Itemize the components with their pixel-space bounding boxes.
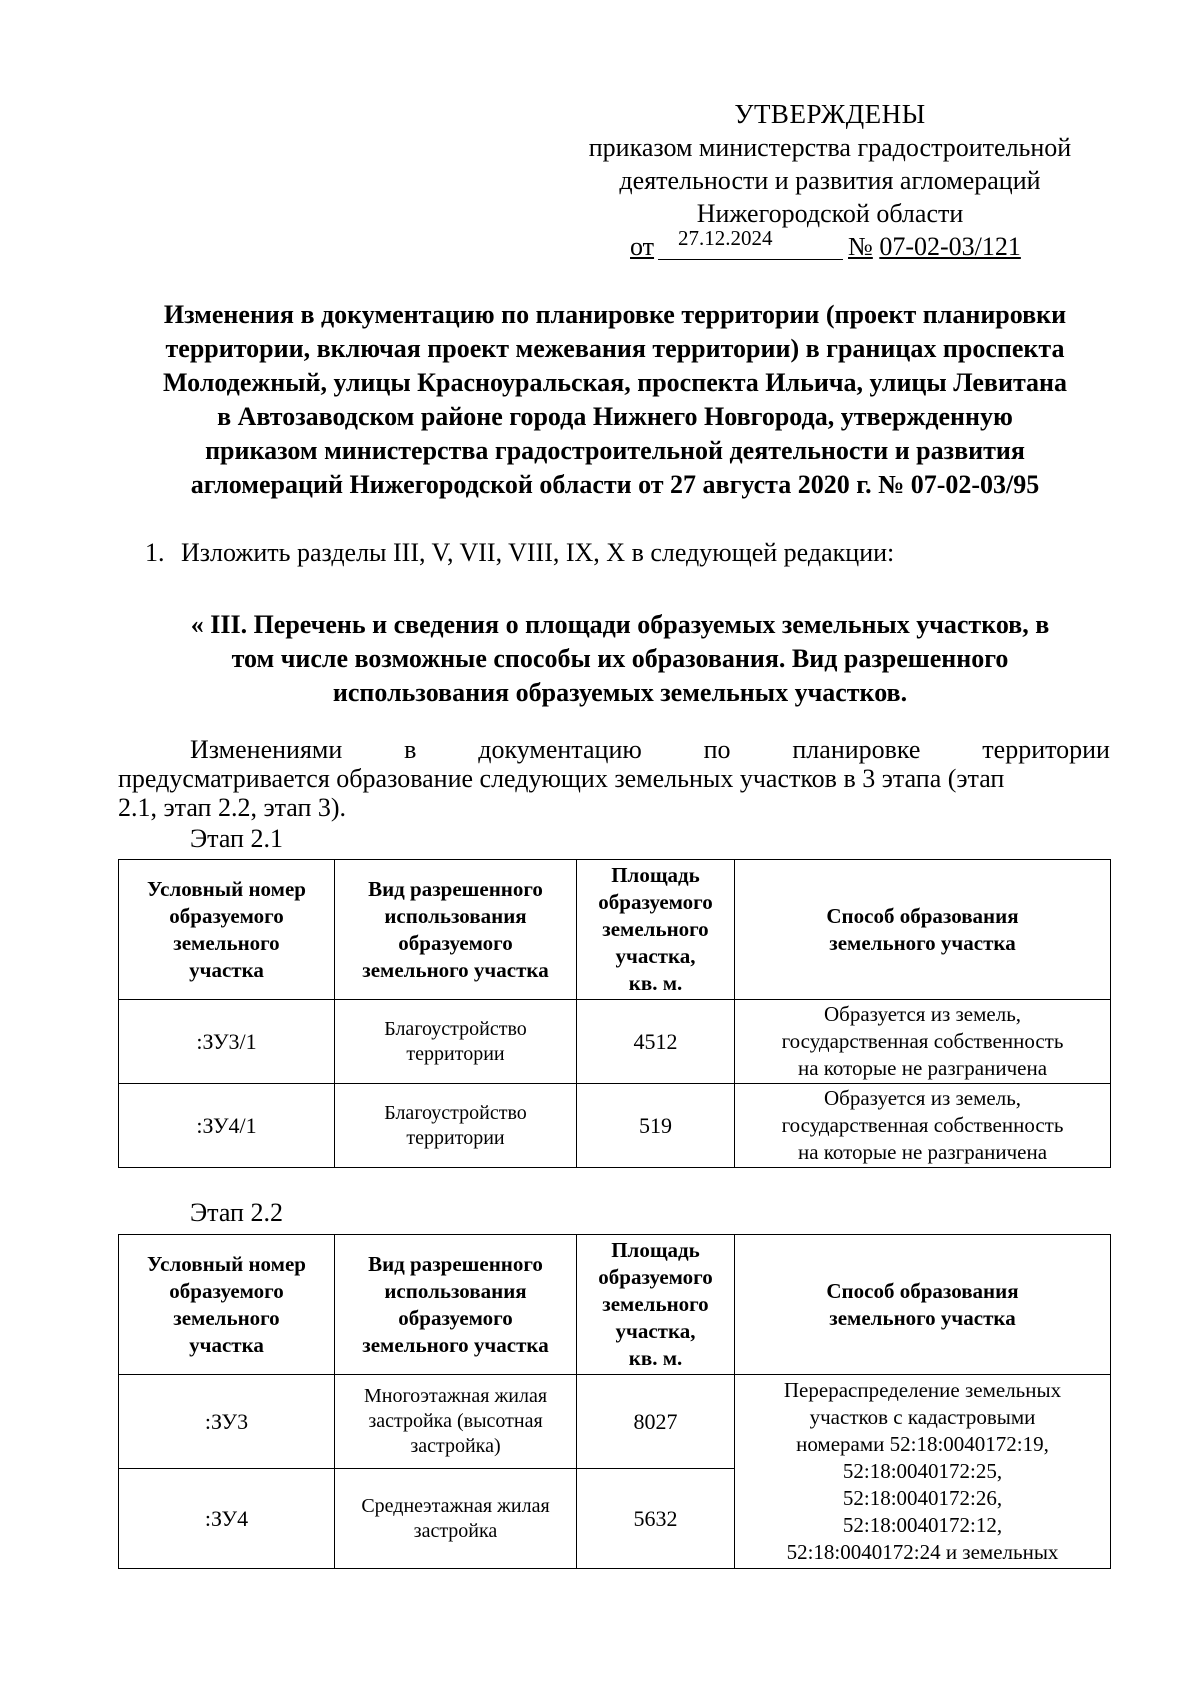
cell-text-line: Многоэтажная жилая bbox=[363, 1385, 548, 1407]
cell-text-line: территории bbox=[406, 1042, 505, 1065]
paragraph-word: в bbox=[404, 735, 417, 764]
section-heading-line: том числе возможные способы их образования. Вид разрешенного bbox=[231, 644, 1009, 673]
cell-text-line: земельного bbox=[173, 930, 280, 955]
order-number-sign: № bbox=[848, 232, 873, 261]
cell-text-line: земельного bbox=[602, 1292, 709, 1316]
cell-text-line: Вид разрешенного bbox=[368, 1251, 543, 1276]
cell-text-line: 52:18:0040172:26, bbox=[842, 1486, 1003, 1510]
cell-text-line: Площадь bbox=[611, 863, 700, 887]
approval-block bbox=[540, 98, 1120, 263]
main-heading-line: агломераций Нижегородской области от 27 августа 2020 г. № 07-02-03/95 bbox=[190, 470, 1040, 499]
cell-text-line: 52:18:0040172:25, bbox=[842, 1459, 1003, 1483]
cell-text-line: застройка bbox=[413, 1519, 498, 1542]
paragraph-word: Изменениями bbox=[190, 735, 343, 764]
cell-parcel-id: :ЗУ4/1 bbox=[119, 1084, 335, 1168]
stage-2-2-table bbox=[118, 1234, 1111, 1569]
cell-text-line: образуемого bbox=[169, 1278, 284, 1303]
main-heading bbox=[100, 298, 1130, 502]
paragraph-line-3: 2.1, этап 2.2, этап 3). bbox=[118, 793, 347, 822]
cell-text-line: земельного участка bbox=[362, 957, 549, 982]
cell-text-line: Перераспределение земельных bbox=[783, 1378, 1062, 1402]
cell-text-line: на которые не разграничена bbox=[797, 1140, 1048, 1164]
paragraph-line-2: предусматривается образование следующих земельных участков в 3 этапа (этап bbox=[118, 764, 1005, 793]
cell-text-line: Площадь bbox=[611, 1238, 700, 1262]
cell-text-line: участка bbox=[189, 1332, 264, 1357]
order-date: 27.12.2024 bbox=[678, 226, 773, 250]
cell-text-line: застройка (высотная bbox=[368, 1410, 543, 1432]
approval-title: УТВЕРЖДЕНЫ bbox=[734, 99, 926, 129]
list-item-number: 1. bbox=[145, 538, 165, 567]
cell-text-line: Среднеэтажная жилая bbox=[361, 1494, 550, 1517]
cell-text-line: Образуется из земель, bbox=[823, 1002, 1022, 1026]
intro-paragraph bbox=[118, 735, 1110, 822]
stage-2-2-label: Этап 2.2 bbox=[190, 1198, 283, 1227]
order-line bbox=[540, 226, 1120, 263]
cell-parcel-id: :ЗУ3 bbox=[119, 1375, 335, 1469]
cell-text-line: кв. м. bbox=[628, 971, 683, 995]
cell-text-line: номерами 52:18:0040172:19, bbox=[796, 1432, 1049, 1456]
cell-permitted-use bbox=[335, 1469, 577, 1569]
section-heading-line: использования образуемых земельных участков. bbox=[332, 678, 908, 707]
stage-2-1-label: Этап 2.1 bbox=[190, 824, 283, 853]
list-item-text: Изложить разделы III, V, VII, VIII, IX, X в следующей редакции: bbox=[181, 538, 895, 567]
section-heading bbox=[140, 608, 1100, 710]
cell-text-line: образуемого bbox=[598, 890, 713, 914]
cell-text-line: участка, bbox=[615, 944, 696, 968]
table-row bbox=[119, 1375, 1111, 1469]
cell-text-line: земельного участка bbox=[829, 1305, 1016, 1330]
order-number-wrap bbox=[848, 230, 1021, 263]
cell-permitted-use bbox=[335, 1375, 577, 1469]
cell-text-line: Условный номер bbox=[147, 876, 306, 901]
main-heading-line: Молодежный, улицы Красноуральская, проспекта Ильича, улицы Левитана bbox=[162, 368, 1068, 397]
header-permitted-use bbox=[335, 1235, 577, 1375]
paragraph-word: территории bbox=[982, 735, 1110, 764]
table-header-row bbox=[119, 1235, 1111, 1375]
cell-text-line: кв. м. bbox=[628, 1346, 683, 1370]
cell-text-line: 52:18:0040172:12, bbox=[842, 1513, 1003, 1537]
cell-text-line: земельного участка bbox=[362, 1332, 549, 1357]
order-date-underline bbox=[658, 259, 843, 260]
header-area bbox=[577, 1235, 735, 1375]
main-heading-line: территории, включая проект межевания территории) в границах проспекта bbox=[165, 334, 1065, 363]
cell-text-line: земельного bbox=[173, 1305, 280, 1330]
table-row bbox=[119, 1084, 1111, 1168]
cell-text-line: Способ образования bbox=[826, 1278, 1019, 1303]
order-number: 07-02-03/121 bbox=[879, 232, 1021, 261]
table-row bbox=[119, 1000, 1111, 1084]
cell-parcel-id: :ЗУ3/1 bbox=[119, 1000, 335, 1084]
header-formation-method bbox=[735, 1235, 1111, 1375]
cell-formation-method bbox=[735, 1084, 1111, 1168]
cell-text-line: участка, bbox=[615, 1319, 696, 1343]
cell-text-line: Условный номер bbox=[147, 1251, 306, 1276]
cell-text-line: государственная собственность bbox=[781, 1113, 1064, 1137]
header-parcel-number bbox=[119, 1235, 335, 1375]
paragraph-word: планировке bbox=[792, 735, 921, 764]
main-heading-line: в Автозаводском районе города Нижнего Новгорода, утвержденную bbox=[217, 402, 1013, 431]
cell-formation-method bbox=[735, 1000, 1111, 1084]
cell-area: 5632 bbox=[577, 1469, 735, 1569]
cell-text-line: Образуется из земель, bbox=[823, 1086, 1022, 1110]
table-header-row bbox=[119, 860, 1111, 1000]
approval-line-2: деятельности и развития агломераций bbox=[619, 166, 1041, 195]
paragraph-word: документацию bbox=[478, 735, 642, 764]
order-from-label: от bbox=[630, 232, 655, 261]
header-parcel-number bbox=[119, 860, 335, 1000]
cell-area: 4512 bbox=[577, 1000, 735, 1084]
header-permitted-use bbox=[335, 860, 577, 1000]
cell-text-line: образуемого bbox=[169, 903, 284, 928]
cell-text-line: образуемого bbox=[598, 1265, 713, 1289]
paragraph-line-1 bbox=[118, 735, 1110, 764]
cell-text-line: использования bbox=[384, 903, 527, 928]
header-formation-method bbox=[735, 860, 1111, 1000]
cell-text-line: территории bbox=[406, 1126, 505, 1149]
cell-parcel-id: :ЗУ4 bbox=[119, 1469, 335, 1569]
list-item-1 bbox=[145, 538, 894, 568]
cell-text-line: Благоустройство bbox=[384, 1017, 527, 1040]
cell-text-line: Способ образования bbox=[826, 903, 1019, 928]
cell-area: 8027 bbox=[577, 1375, 735, 1469]
main-heading-line: Изменения в документацию по планировке территории (проект планировки bbox=[163, 300, 1067, 329]
cell-text-line: участка bbox=[189, 957, 264, 982]
main-heading-line: приказом министерства градостроительной деятельности и развития bbox=[205, 436, 1025, 465]
approval-line-1: приказом министерства градостроительной bbox=[588, 133, 1072, 162]
cell-text-line: Вид разрешенного bbox=[368, 876, 543, 901]
cell-text-line: образуемого bbox=[398, 930, 513, 955]
cell-text-line: использования bbox=[384, 1278, 527, 1303]
stage-2-1-table bbox=[118, 859, 1111, 1168]
header-area bbox=[577, 860, 735, 1000]
cell-permitted-use bbox=[335, 1000, 577, 1084]
cell-text-line: участков с кадастровыми bbox=[809, 1405, 1036, 1429]
cell-text-line: застройка) bbox=[410, 1435, 501, 1457]
cell-permitted-use bbox=[335, 1084, 577, 1168]
cell-text-line: земельного участка bbox=[829, 930, 1016, 955]
cell-text-line: на которые не разграничена bbox=[797, 1056, 1048, 1080]
approval-line-3: Нижегородской области bbox=[696, 199, 964, 228]
cell-text-line: 52:18:0040172:24 и земельных bbox=[786, 1540, 1059, 1564]
paragraph-word: по bbox=[703, 735, 731, 764]
cell-text-line: государственная собственность bbox=[781, 1029, 1064, 1053]
cell-text-line: земельного bbox=[602, 917, 709, 941]
cell-text-line: Благоустройство bbox=[384, 1101, 527, 1124]
cell-formation-method bbox=[735, 1375, 1111, 1569]
cell-text-line: образуемого bbox=[398, 1305, 513, 1330]
section-heading-line: « III. Перечень и сведения о площади образуемых земельных участков, в bbox=[190, 610, 1050, 639]
cell-area: 519 bbox=[577, 1084, 735, 1168]
